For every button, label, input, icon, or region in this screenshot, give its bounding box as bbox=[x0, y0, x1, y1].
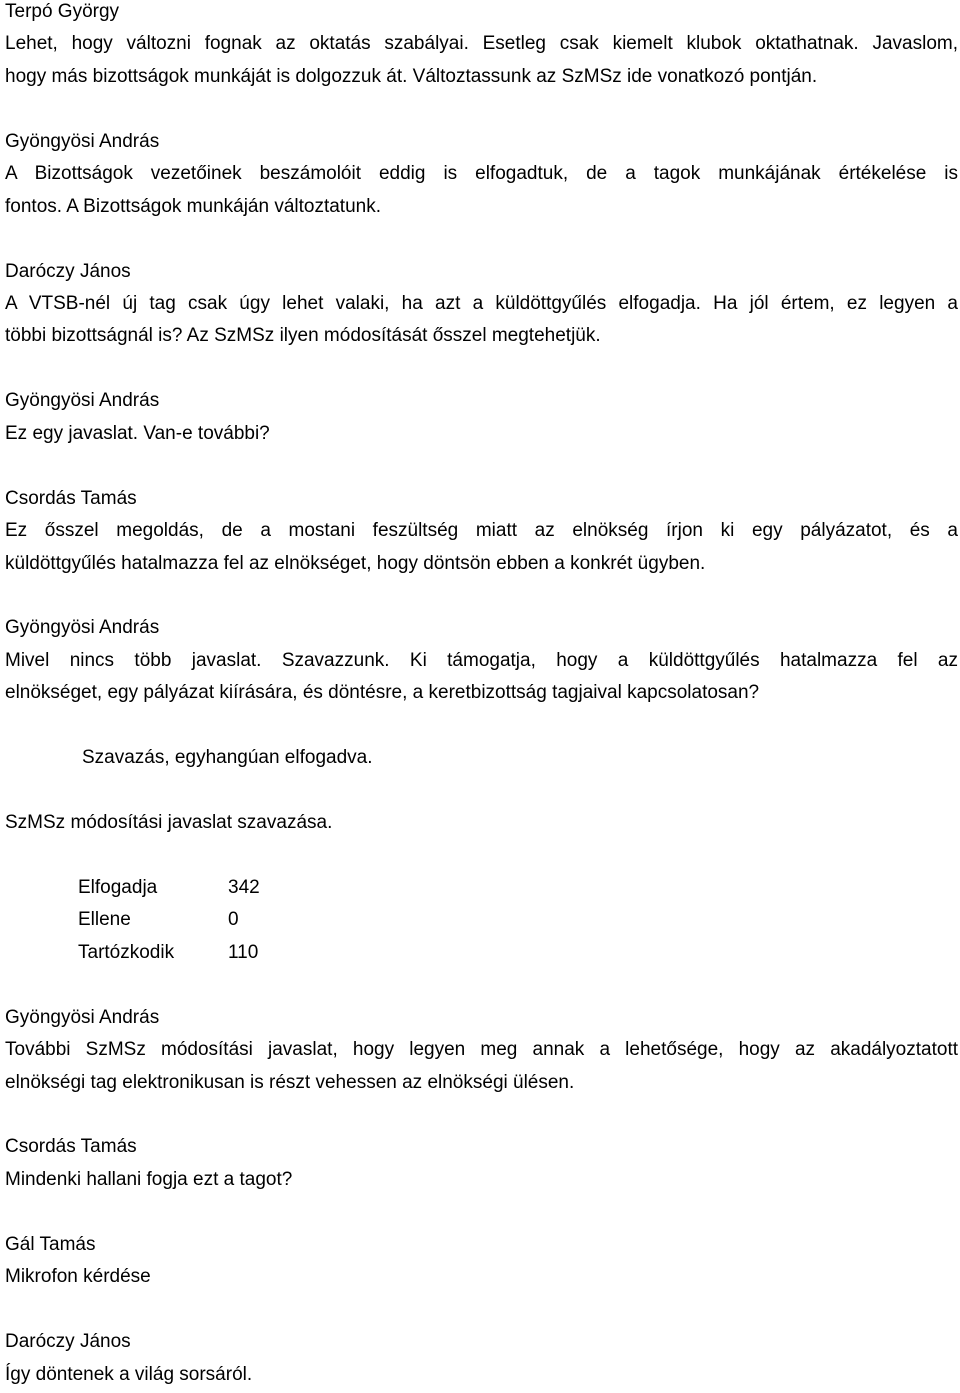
speaker-name: Daróczy János bbox=[5, 260, 131, 282]
vote-outcome: Szavazás, egyhangúan elfogadva. bbox=[82, 747, 373, 769]
speech-block bbox=[5, 389, 958, 446]
speech-line: Mivel nincs több javaslat. Szavazzunk. Ki támogatja, hogy a küldöttgyűlés hatalmazza fel az bbox=[5, 649, 958, 671]
speech-line: elnökséget, egy pályázat kiírására, és döntésre, a keretbizottság tagjaival kapcsolatosan? bbox=[5, 682, 760, 704]
speech-line: hogy más bizottságok munkáját is dolgozzuk át. Változtassunk az SzMSz ide vonatkozó pontján. bbox=[5, 65, 818, 87]
speech-line: Mikrofon kérdése bbox=[5, 1266, 151, 1288]
vote-count: 110 bbox=[228, 941, 259, 963]
speech-line: többi bizottságnál is? Az SzMSz ilyen módosítását ősszel megtehetjük. bbox=[5, 325, 601, 347]
speech-block bbox=[5, 260, 958, 349]
speech-line: A VTSB-nél új tag csak úgy lehet valaki, ha azt a küldöttgyűlés elfogadja. Ha jól értem, ez legyen a bbox=[5, 292, 958, 314]
vote-row bbox=[5, 908, 958, 932]
vote-results-table bbox=[5, 876, 958, 965]
speech-line: Lehet, hogy változni fognak az oktatás szabályai. Esetleg csak kiemelt klubok oktathatnak. Javaslom, bbox=[5, 33, 958, 55]
vote-label: Tartózkodik bbox=[78, 941, 175, 963]
vote-label: Ellene bbox=[78, 909, 131, 931]
speech-block bbox=[5, 0, 958, 89]
vote-label: Elfogadja bbox=[78, 876, 158, 898]
speech-line: fontos. A Bizottságok munkáján változtatunk. bbox=[5, 195, 382, 217]
vote-count: 342 bbox=[228, 876, 260, 898]
vote-count: 0 bbox=[228, 909, 239, 931]
speaker-name: Gyöngyösi András bbox=[5, 130, 160, 152]
speaker-name: Terpó György bbox=[5, 1, 120, 22]
speaker-name: Gyöngyösi András bbox=[5, 1006, 160, 1028]
speech-line: Ez egy javaslat. Van-e további? bbox=[5, 422, 270, 444]
speech-block bbox=[5, 1233, 958, 1290]
speech-line: Ez ősszel megoldás, de a mostani feszültség miatt az elnökség írjon ki egy pályázatot, és a bbox=[5, 520, 958, 542]
speech-block bbox=[5, 487, 958, 576]
vote-title-block bbox=[5, 811, 958, 835]
speech-block bbox=[5, 1006, 958, 1095]
meeting-minutes-page bbox=[5, 0, 958, 1387]
speaker-name: Gyöngyösi András bbox=[5, 617, 160, 639]
speech-line: küldöttgyűlés hatalmazza fel az elnökséget, hogy döntsön ebben a konkrét ügyben. bbox=[5, 552, 706, 574]
speech-block bbox=[5, 616, 958, 705]
speech-line: A Bizottságok vezetőinek beszámolóit eddig is elfogadtuk, de a tagok munkájának értékelése is bbox=[5, 163, 958, 185]
speaker-name: Gál Tamás bbox=[5, 1233, 96, 1255]
speech-line: elnökségi tag elektronikusan is részt vehessen az elnökségi ülésen. bbox=[5, 1071, 575, 1093]
speaker-name: Daróczy János bbox=[5, 1331, 131, 1353]
speech-line: Így döntenek a világ sorsáról. bbox=[5, 1363, 253, 1385]
speaker-name: Csordás Tamás bbox=[5, 1136, 137, 1158]
speech-block bbox=[5, 1135, 958, 1192]
speaker-name: Csordás Tamás bbox=[5, 487, 137, 509]
vote-row bbox=[5, 876, 958, 900]
speech-line: Mindenki hallani fogja ezt a tagot? bbox=[5, 1168, 293, 1190]
speaker-name: Gyöngyösi András bbox=[5, 390, 160, 412]
vote-outcome-block bbox=[5, 746, 958, 770]
speech-block bbox=[5, 130, 958, 219]
speech-line: További SzMSz módosítási javaslat, hogy legyen meg annak a lehetősége, hogy az akadályoztatott bbox=[5, 1039, 958, 1061]
vote-row bbox=[5, 941, 958, 965]
speech-block bbox=[5, 1330, 958, 1387]
vote-title: SzMSz módosítási javaslat szavazása. bbox=[5, 812, 333, 834]
